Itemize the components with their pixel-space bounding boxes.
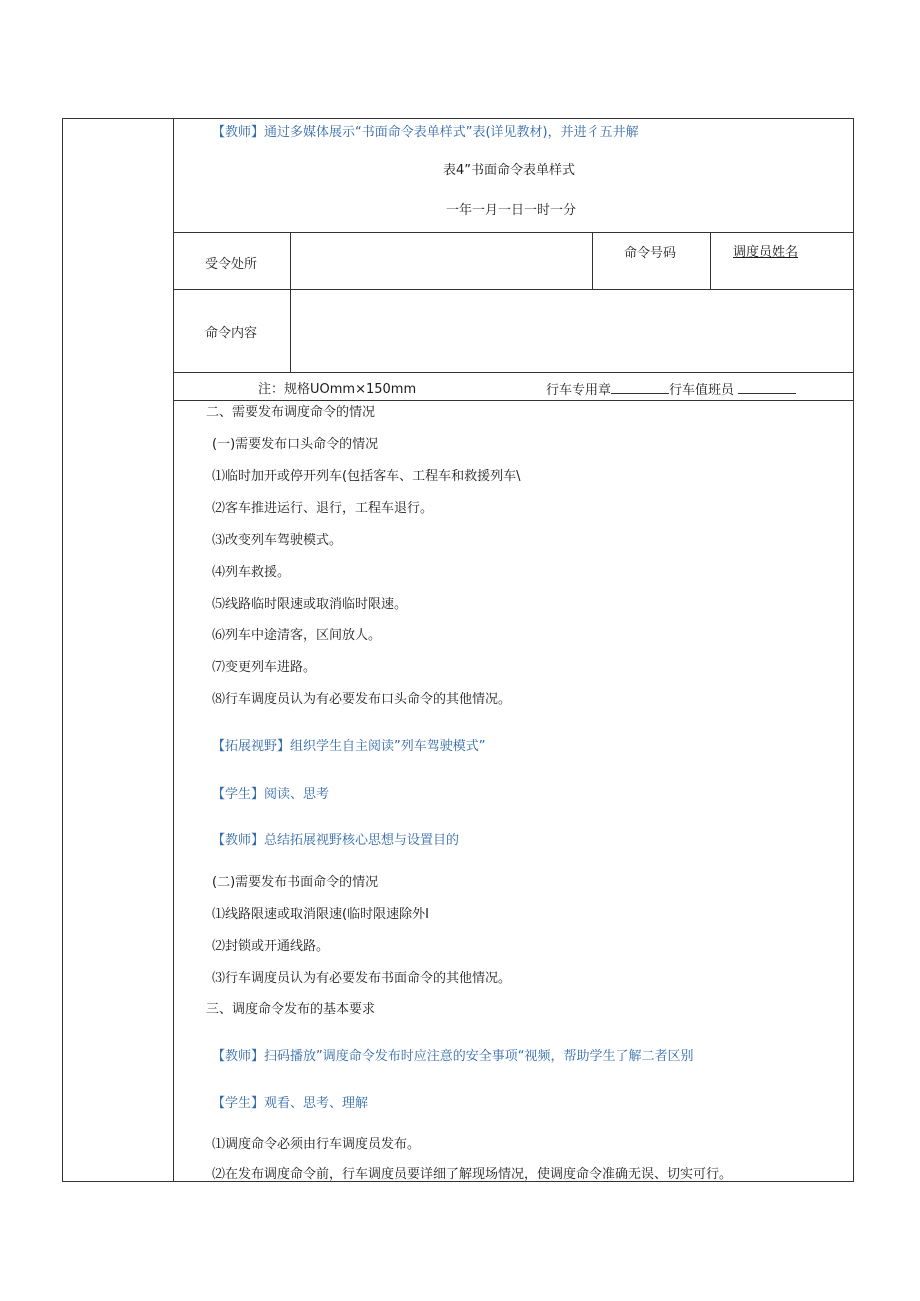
- content-label: 命令内容: [205, 326, 258, 341]
- written-title: (二)需要发布书面命令的情况: [212, 875, 379, 890]
- form-bottom-border: [173, 400, 854, 401]
- expand-tag: 【拓展视野】: [212, 739, 291, 754]
- duty-blank: [738, 381, 796, 394]
- oral-item: ⑻行车调度员认为有必要发布口头命令的其他情况。: [212, 692, 512, 707]
- stamp-line: [546, 381, 796, 400]
- form-label-col-divider: [290, 232, 291, 373]
- oral-item: ⑵客车推进运行、退行，工程车退行。: [212, 501, 434, 516]
- form-col-divider-2: [592, 232, 593, 290]
- teacher-tag: 【教师】: [212, 125, 265, 140]
- column-divider: [173, 118, 174, 1182]
- student-text: 观看、思考、理解: [264, 1096, 369, 1111]
- order-no-label: 命令号码: [624, 246, 677, 261]
- intro-teacher-line: [212, 124, 639, 142]
- teacher-text: 总结拓展视野核心思想与设置目的: [264, 833, 460, 848]
- written-item: ⑴线路限速或取消限速(临时限速除外I: [212, 907, 429, 922]
- teacher-tag: 【教师】: [212, 1049, 265, 1064]
- student-line-2: [212, 1095, 368, 1113]
- form-row-divider-2: [173, 372, 854, 373]
- teacher-line-3: [212, 1048, 694, 1066]
- date-line: 一年一月一日一时一分: [446, 203, 577, 218]
- expand-text: 组织学生自主阅读”列车驾驶模式”: [290, 739, 486, 754]
- section-2-title: 二、需要发布调度命令的情况: [206, 405, 376, 420]
- teacher-tag: 【教师】: [212, 833, 265, 848]
- form-top-border: [173, 232, 854, 233]
- teacher-line-2: [212, 832, 459, 850]
- outer-top-border: [62, 118, 854, 119]
- oral-item: ⑺变更列车进路。: [212, 660, 317, 675]
- expand-line: [212, 738, 486, 756]
- oral-item: ⑴临时加开或停开列车(包括客车、工程车和救援列车\: [212, 469, 521, 484]
- student-tag: 【学生】: [212, 787, 265, 802]
- receiver-label: 受令处所: [205, 257, 258, 272]
- section-3-title: 三、调度命令发布的基本要求: [206, 1002, 376, 1017]
- oral-item: ⑹列车中途清客，区间放人。: [212, 628, 382, 643]
- teacher-text: 通过多媒体展示“书面命令表单样式”表(详见教材)，并进彳五井解: [264, 125, 639, 140]
- requirement-item: ⑵在发布调度命令前，行车调度员要详细了解现场情况，使调度命令准确无误、切实可行。: [212, 1167, 733, 1182]
- form-note: 注：规格UOmm×150mm: [258, 382, 417, 397]
- outer-left-border: [62, 118, 63, 1182]
- written-item: ⑶行车调度员认为有必要发布书面命令的其他情况。: [212, 971, 512, 986]
- student-line-1: [212, 786, 329, 804]
- dispatcher-label: 调度员姓名: [733, 245, 799, 260]
- oral-item: ⑸线路临时限速或取消临时限速。: [212, 597, 408, 612]
- form-col-divider-3: [710, 232, 711, 290]
- stamp-blank: [611, 381, 669, 394]
- oral-item: ⑷列车救援。: [212, 565, 291, 580]
- student-tag: 【学生】: [212, 1096, 265, 1111]
- stamp-label: 行车专用章: [546, 383, 612, 398]
- outer-right-border: [853, 118, 854, 1182]
- oral-item: ⑶改变列车驾驶模式。: [212, 533, 343, 548]
- duty-label: 行车值班员: [669, 383, 735, 398]
- form-row-divider-1: [173, 289, 854, 290]
- student-text: 阅读、思考: [264, 787, 330, 802]
- oral-title: (一)需要发布口头命令的情况: [212, 437, 379, 452]
- requirement-item: ⑴调度命令必须由行车调度员发布。: [212, 1137, 421, 1152]
- teacher-text: 扫码播放”调度命令发布时应注意的安全事项“视频，帮助学生了解二者区别: [264, 1049, 694, 1064]
- table-caption: 表4”书面命令表单样式: [443, 163, 576, 178]
- written-item: ⑵封锁或开通线路。: [212, 939, 330, 954]
